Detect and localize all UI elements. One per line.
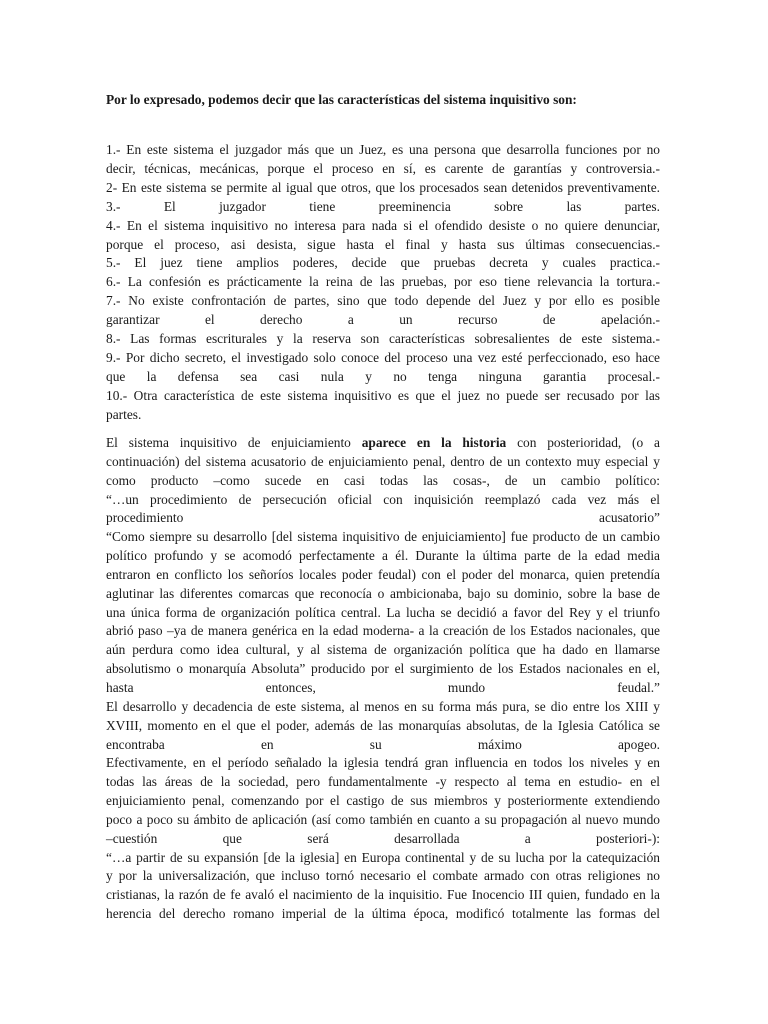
list-line: 4.- En el sistema inquisitivo no interesa para nada si el ofendido desiste o no quiere denunciar, (106, 217, 660, 233)
body-line: encontraba en su máximo apogeo. (106, 736, 660, 752)
body-line: y por la universalización, que incluso tornó necesario el combate armado con otras religiones no (106, 868, 660, 884)
body-line: absolutismo o monarquía Absoluta” producido por el surgimiento de los Estados nacionales en el, (106, 661, 660, 677)
list-line: 5.- El juez tiene amplios poderes, decide que pruebas decreta y cuales practica.- (106, 255, 660, 271)
body-line: El desarrollo y decadencia de este sistema, al menos en su forma más pura, se dio entre los XIII y (106, 698, 660, 714)
body-line: poco a poco su ámbito de aplicación (así como también en cuanto a su propagación al nuevo mundo (106, 811, 660, 827)
list-line: 3.- El juzgador tiene preeminencia sobre las partes. (106, 198, 660, 214)
body-text (106, 434, 660, 924)
body-line: cristianas, la razón de fe avaló el nacimiento de la inquisitio. Fue Inocencio III quien, fundado en la (106, 887, 660, 903)
body-line: todas las áreas de la sociedad, pero fundamentalmente -y respecto al tema en estudio- en el (106, 774, 660, 790)
list-line: porque el proceso, asi desista, sigue hasta el final y hasta sus últimas consecuencias.- (106, 236, 660, 252)
list-line: 1.- En este sistema el juzgador más que un Juez, es una persona que desarrolla funciones por no (106, 142, 660, 157)
body-line: procedimiento acusatorio” (106, 510, 660, 526)
list-line: 7.- No existe confrontación de partes, sino que todo depende del Juez y por ello es posible (106, 293, 660, 309)
list-line: decir, técnicas, mecánicas, porque el proceso en sí, es carente de garantías y controversia.- (106, 160, 660, 176)
body-line (106, 434, 660, 453)
body-line: “…a partir de su expansión [de la iglesia] en Europa continental y de su lucha por la catequización (106, 849, 660, 865)
body-line: “Como siempre su desarrollo [del sistema inquisitivo de enjuiciamiento] fue producto de un cambio (106, 529, 660, 545)
list-line: 8.- Las formas escriturales y la reserva son características sobresalientes de este sistema.- (106, 331, 660, 347)
body-line: una única forma de organización política central. La lucha se decidió a favor del Rey y el triunfo (106, 604, 660, 620)
body-line-end: con posterioridad, (o a (506, 435, 660, 450)
section-heading: Por lo expresado, podemos decir que las características del sistema inquisitivo son: (106, 92, 577, 107)
list-line: 2- En este sistema se permite al igual que otros, que los procesados sean detenidos preventivamente. (106, 179, 660, 195)
body-line: hasta entonces, mundo feudal.” (106, 679, 660, 695)
emphasized-text: aparece en la historia (361, 435, 507, 450)
list-line: 6.- La confesión es prácticamente la reina de las pruebas, por eso tiene relevancia la tortura.- (106, 274, 660, 290)
list-line: partes. (106, 406, 142, 422)
list-line: 9.- Por dicho secreto, el investigado solo conoce del proceso una vez esté perfeccionado, eso hace (106, 349, 660, 365)
list-line: 10.- Otra característica de este sistema inquisitivo es que el juez no puede ser recusado por las (106, 387, 660, 403)
body-line: entraron en conflicto los señoríos locales poder feudal) con el poder del monarca, quien pretendía (106, 566, 660, 582)
list-line: garantizar el derecho a un recurso de apelación.- (106, 312, 660, 328)
body-line: enjuiciamiento penal, comenzando por el castigo de sus miembros y posteriormente extendiendo (106, 793, 660, 809)
list-line: que la defensa sea casi nula y no tenga ninguna garantia procesal.- (106, 368, 660, 384)
body-line: Efectivamente, en el período señalado la iglesia tendrá gran influencia en todos los niveles y en (106, 755, 660, 771)
body-line: político profundo y se acomodó perfectamente a él. Durante la última parte de la edad media (106, 548, 660, 564)
body-line: herencia del derecho romano imperial de la última época, modificó totalmente las formas del (106, 906, 660, 922)
body-line-start: El sistema inquisitivo de enjuiciamiento (106, 435, 362, 450)
body-line: XVIII, momento en el que el poder, además de las monarquías absolutas, de la Iglesia Católica se (106, 717, 660, 733)
body-line: –cuestión que será desarrollada a posteriori-): (106, 830, 660, 846)
body-line: abrió paso –ya de manera genérica en la edad moderna- a la creación de los Estados nacionales, que (106, 623, 660, 639)
characteristics-list (106, 141, 660, 425)
body-line: aún perdura como idea cultural, y al sistema de organización política que ha dado en llamarse (106, 642, 660, 658)
body-line: “…un procedimiento de persecución oficial con inquisición reemplazó cada vez más el (106, 491, 660, 507)
body-line: continuación) del sistema acusatorio de enjuiciamiento penal, dentro de un contexto muy especial y (106, 453, 660, 469)
body-line: como producto –como sucede en casi todas las cosas-, de un cambio político: (106, 472, 660, 488)
body-line: aglutinar las diferentes comarcas que reconocía o ambicionaba, bajo su dominio, sobre la base de (106, 585, 660, 601)
